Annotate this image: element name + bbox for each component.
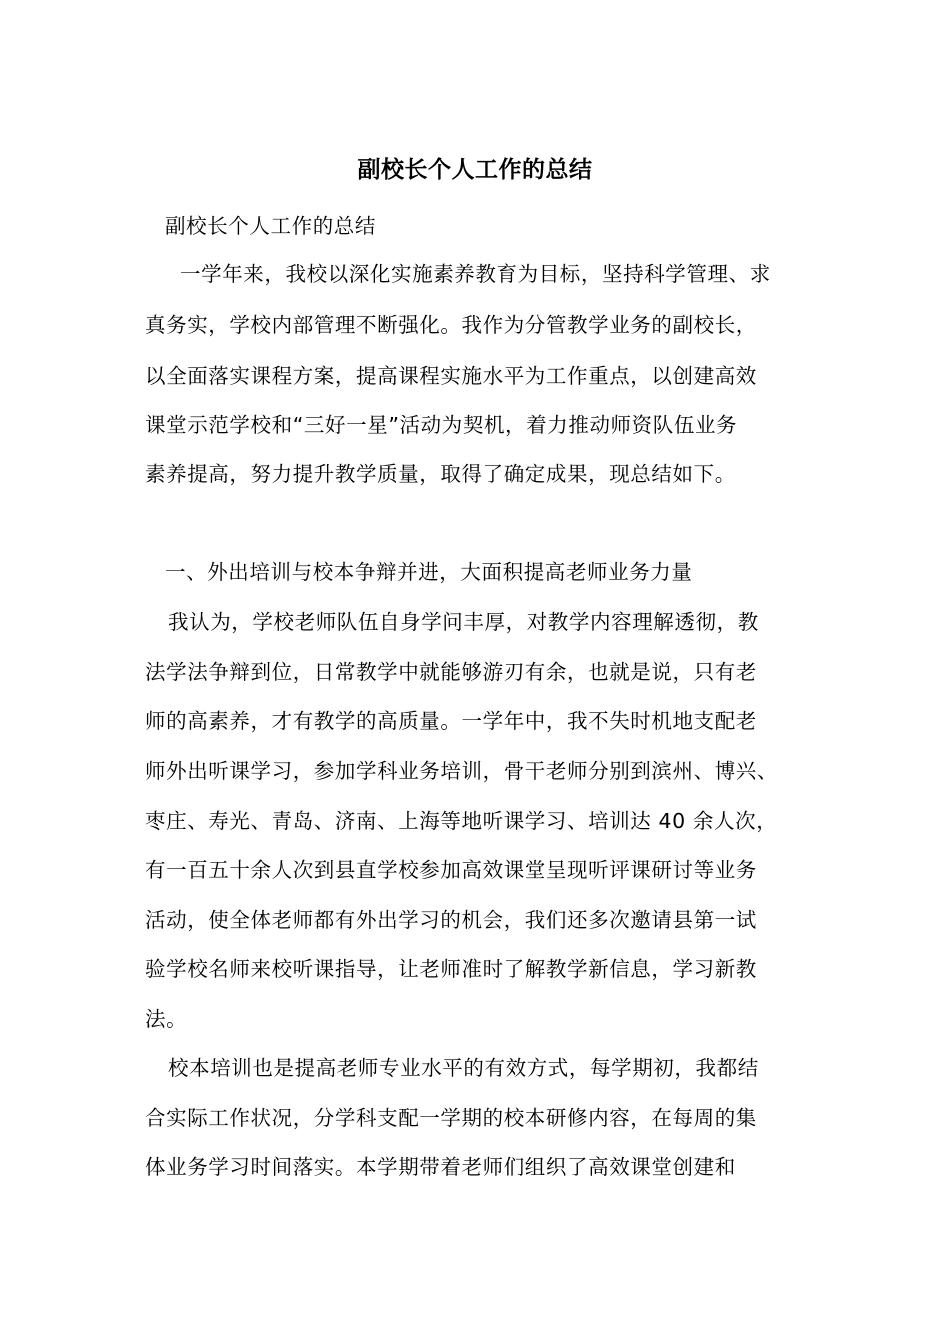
paragraph-line: 一学年来，我校以深化实施素养教育为目标，坚持科学管理、求 [180, 262, 771, 286]
section-heading: 一、外出培训与校本争辩并进，大面积提高老师业务力量 [165, 560, 693, 584]
paragraph-line: 活动，使全体老师都有外出学习的机会，我们还多次邀请县第一试 [145, 908, 757, 932]
paragraph-line: 合实际工作状况，分学科支配一学期的校本研修内容，在每周的集 [145, 1106, 757, 1130]
paragraph-line: 我认为，学校老师队伍自身学问丰厚，对教学内容理解透彻，教 [168, 610, 759, 634]
paragraph-line: 课堂示范学校和“三好一星”活动为契机，着力推动师资队伍业务 [145, 413, 738, 437]
paragraph-line: 以全面落实课程方案，提高课程实施水平为工作重点，以创建高效 [145, 364, 757, 388]
paragraph-line: 师的高素养，才有教学的高质量。一学年中，我不失时机地支配老 [145, 709, 757, 733]
paragraph-line: 素养提高，努力提升教学质量，取得了确定成果，现总结如下。 [145, 462, 736, 486]
paragraph-line: 法学法争辩到位，日常教学中就能够游刃有余，也就是说，只有老 [145, 660, 757, 684]
paragraph-line: 有一百五十余人次到县直学校参加高效课堂呈现听评课研讨等业务 [145, 858, 757, 882]
paragraph-line: 真务实，学校内部管理不断强化。我作为分管教学业务的副校长， [145, 313, 757, 337]
document-title: 副校长个人工作的总结 [357, 157, 593, 183]
paragraph-line: 校本培训也是提高老师专业水平的有效方式，每学期初，我都结 [168, 1056, 759, 1080]
paragraph-line: 验学校名师来校听课指导，让老师准时了解教学新信息，学习新教 [145, 957, 757, 981]
subtitle-line: 副校长个人工作的总结 [165, 214, 376, 238]
paragraph-line: 枣庄、寿光、青岛、济南、上海等地听课学习、培训达 40 余人次， [145, 809, 778, 833]
paragraph-line: 法。 [145, 1007, 188, 1031]
paragraph-line: 体业务学习时间落实。本学期带着老师们组织了高效课堂创建和 [145, 1155, 736, 1179]
paragraph-line: 师外出听课学习，参加学科业务培训，骨干老师分别到滨州、博兴、 [145, 759, 778, 783]
